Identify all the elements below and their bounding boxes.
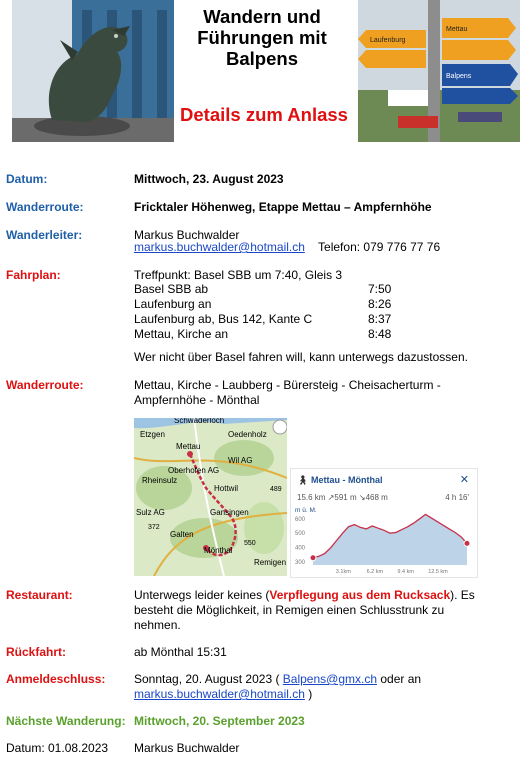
map-place: Hottwil [214,484,239,493]
x-tick-label: 6.2 km [366,569,384,575]
leader-email-link[interactable]: markus.buchwalder@hotmail.ch [134,240,305,254]
elevation-chart [291,469,477,577]
schedule-label: Fahrplan: [6,268,61,282]
profile-ascent: 591 m [334,493,357,502]
schedule-time: 8:26 [368,297,392,311]
return-value: ab Mönthal 15:31 [134,645,227,659]
elevation-profile-card [290,468,478,578]
elevation-area [313,514,467,565]
next-hike-value: Mittwoch, 20. September 2023 [134,714,305,728]
sign-text-3: Balpens [446,73,472,80]
leader-phone: Telefon: 079 776 77 76 [318,240,441,254]
schedule-stop: Basel SBB ab [134,282,209,296]
leader-name: Markus Buchwalder [134,228,240,242]
return-label: Rückfahrt: [6,645,67,659]
page-title [176,6,348,69]
map-place: Galten [170,530,194,539]
map-place: Rheinsulz [142,476,178,485]
map-elevation: 550 [244,540,256,547]
profile-duration: 4 h 16' [445,493,469,502]
profile-descent: 468 m [365,493,388,502]
map-elevation: 372 [148,524,160,531]
datum-value: Mittwoch, 23. August 2023 [134,172,284,186]
map-place: Sulz AG [136,508,165,517]
profile-distance: 15.6 km [297,493,326,502]
schedule-table [134,282,391,342]
x-tick-label: 3.1km [335,569,351,575]
x-tick-label: 12.5 km [428,569,448,575]
profile-title: 🚶︎ Mettau - Mönthal [297,475,383,485]
map-elevation: 489 [270,486,282,493]
title-line-2: Führungen mit [197,27,327,48]
route-detail-label: Wanderroute: [6,378,84,392]
meeting-point: Treffpunkt: Basel SBB um 7:40, Gleis 3 [134,268,343,282]
map-place: Mettau [176,442,201,451]
y-tick-label: 300 [295,560,306,567]
restaurant-highlight: Verpflegung aus dem Rucksack [269,588,451,602]
next-hike-label: Nächste Wanderung: [6,714,126,728]
map-place: Oedenholz [228,430,267,439]
datum-label: Datum: [6,172,48,186]
close-icon[interactable]: ✕ [459,474,469,486]
schedule-stop: Mettau, Kirche an [134,327,229,341]
route-title-value: Fricktaler Höhenweg, Etappe Mettau – Ampfernhöhe [134,200,432,214]
restaurant-text: Unterwegs leider keines (Verpflegung aus dem Rucksack). Es besteht die Möglichkeit, in Remigen einen Schlusstrunk zu nehmen. [134,588,475,632]
dragon-statue-photo [12,0,174,142]
map-place: Remigen [254,558,287,567]
map-place: Wil AG [228,456,253,465]
schedule-row [134,327,391,342]
title-line-3: Balpens [226,48,298,69]
leader-label: Wanderleiter: [6,228,83,242]
map-place: Oberhofen AG [168,466,220,475]
schedule-time: 7:50 [368,282,392,296]
map-place: Schwaderloch [174,418,225,425]
route-title-label: Wanderroute: [6,200,84,214]
map-place: Gansingen [210,508,249,517]
sign-text-1: Laufenburg [370,37,406,44]
descent-icon: ↘ [358,493,366,502]
ascent-icon: ↗ [327,493,335,502]
schedule-note: Wer nicht über Basel fahren will, kann unterwegs dazustossen. [134,350,468,364]
hiker-icon: 🚶︎ [297,475,309,485]
route-detail-value: Mettau, Kirche - Laubberg - Bürersteig - Cheisacherturm - Ampfernhöhe - Mönthal [134,378,441,407]
profile-ylabel: m ü. M. [295,507,317,514]
end-marker [464,540,470,546]
page-subtitle: Details zum Anlass [180,104,348,125]
footer-date: Datum: 01.08.2023 [6,741,109,755]
title-line-1: Wandern und [203,6,321,27]
x-tick-label: 9.4 km [397,569,414,575]
schedule-stop: Laufenburg an [134,297,212,311]
signup-value: Sonntag, 20. August 2023 ( Balpens@gmx.ch oder an markus.buchwalder@hotmail.ch ) [134,672,422,701]
route-map[interactable] [134,418,287,576]
signup-label: Anmeldeschluss: [6,672,106,686]
leader-contact [134,240,440,255]
schedule-row [134,282,391,297]
y-tick-label: 600 [295,516,306,523]
restaurant-label: Restaurant: [6,588,73,602]
signup-email-link[interactable]: Balpens@gmx.ch [282,672,378,686]
signup-email-link-2[interactable]: markus.buchwalder@hotmail.ch [134,687,305,701]
start-marker [310,555,316,561]
schedule-time: 8:48 [368,327,392,341]
schedule-stop: Laufenburg ab, Bus 142, Kante C [134,312,313,326]
map-place: Mönthal [204,546,233,555]
y-tick-label: 400 [295,545,306,552]
schedule-row [134,312,391,327]
y-tick-label: 500 [295,531,306,538]
sign-text-2: Mettau [446,26,468,33]
schedule-row [134,297,391,312]
schedule-time: 8:37 [368,312,392,326]
signpost-photo [358,0,520,142]
footer-name: Markus Buchwalder [134,741,240,755]
map-place: Etzgen [140,430,165,439]
